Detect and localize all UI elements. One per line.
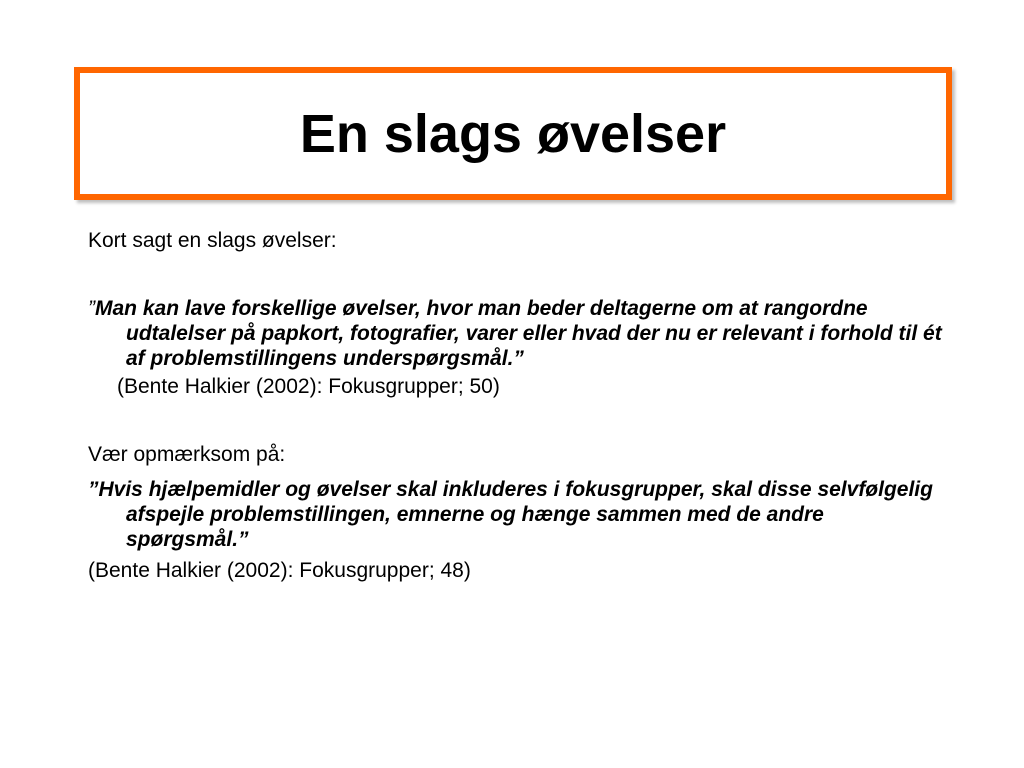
section-2-heading: Vær opmærksom på: — [88, 443, 286, 466]
citation-2: (Bente Halkier (2002): Fokusgrupper; 48) — [88, 559, 471, 582]
intro-text: Kort sagt en slags øvelser: — [88, 229, 337, 252]
slide-title: En slags øvelser — [299, 103, 727, 164]
title-frame — [74, 67, 952, 200]
quote-1-open-mark: ” — [88, 297, 95, 320]
quote-1 — [88, 296, 946, 371]
slide-body — [88, 228, 968, 583]
quote-2: ”Hvis hjælpemidler og øvelser skal inkluderes i fokusgrupper, skal disse selvfølgelig afspejle problemstillingen, emnerne og hænge sammen med de andre spørgsmål.” — [88, 478, 933, 551]
citation-1: (Bente Halkier (2002): Fokusgrupper; 50) — [117, 375, 500, 398]
quote-1-text: Man kan lave forskellige øvelser, hvor man beder deltagerne om at rangordne udtalelser på papkort, fotografier, varer eller hvad der nu er relevant i forhold til ét af problemstillingens underspørgsmål.” — [95, 297, 942, 370]
